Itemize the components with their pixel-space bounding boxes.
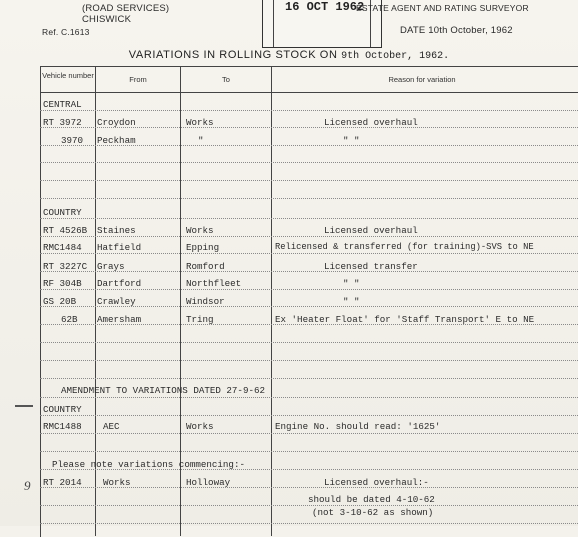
row-rule	[40, 236, 578, 237]
to-garage: Northfleet	[186, 278, 242, 289]
to-garage: Works	[186, 117, 214, 128]
row-rule	[40, 523, 578, 524]
to-garage: Works	[186, 225, 214, 236]
row-rule	[40, 289, 578, 290]
from-garage: Hatfield	[97, 242, 142, 253]
column-header-vehicle: Vehicle number	[42, 71, 94, 80]
reason-text: should be dated 4-10-62	[308, 494, 435, 505]
to-garage: Holloway	[186, 477, 231, 488]
column-header-to: To	[222, 75, 230, 84]
row-rule	[40, 415, 578, 416]
from-garage: Peckham	[97, 135, 136, 146]
row-rule	[40, 360, 578, 361]
row-rule	[40, 218, 578, 219]
reason-text: Licensed overhaul:-	[324, 477, 429, 488]
to-garage: Tring	[186, 314, 214, 325]
reason-text: Ex 'Heater Float' for 'Staff Transport' E to NE	[275, 314, 535, 325]
department-line-2: CHISWICK	[82, 14, 132, 25]
row-rule	[40, 378, 578, 379]
row-rule	[40, 505, 578, 506]
reason-text: (not 3-10-62 as shown)	[312, 507, 434, 518]
title-text: VARIATIONS IN ROLLING STOCK ON	[128, 49, 338, 61]
page-title	[0, 49, 578, 62]
vehicle-number: 3970	[61, 135, 84, 146]
header-divider	[40, 92, 578, 93]
vehicle-number: RF 304B	[43, 278, 82, 289]
reason-text: Licensed overhaul	[324, 117, 418, 128]
reason-text: Licensed transfer	[324, 261, 418, 272]
reason-text: " "	[343, 278, 360, 289]
to-garage: Epping	[186, 242, 220, 253]
department-role: ESTATE AGENT AND RATING SURVEYOR	[356, 3, 529, 13]
amendment-heading: AMENDMENT TO VARIATIONS DATED 27-9-62	[61, 385, 265, 396]
reference-number: Ref. C.1613	[42, 27, 90, 37]
vehicle-number: RT 3227C	[43, 261, 88, 272]
from-garage: AEC	[103, 421, 120, 432]
from-garage: Grays	[97, 261, 125, 272]
handwritten-margin-mark: 9	[24, 478, 31, 493]
vehicle-number: GS 20B	[43, 296, 77, 307]
row-rule	[40, 198, 578, 199]
row-rule	[40, 342, 578, 343]
row-rule	[40, 433, 578, 434]
row-rule	[40, 253, 578, 254]
reason-text: Licensed overhaul	[324, 225, 418, 236]
from-garage: Crawley	[97, 296, 136, 307]
row-rule	[40, 162, 578, 163]
margin-tick	[15, 405, 33, 407]
reason-text: " "	[343, 135, 360, 146]
vehicle-number: RT 2014	[43, 477, 82, 488]
row-rule	[40, 397, 578, 398]
from-garage: Amersham	[97, 314, 142, 325]
department-line-1: (ROAD SERVICES)	[82, 3, 170, 14]
vehicle-number: 62B	[61, 314, 78, 325]
from-garage: Dartford	[97, 278, 142, 289]
to-garage: Windsor	[186, 296, 225, 307]
column-divider	[271, 66, 272, 536]
from-garage: Staines	[97, 225, 136, 236]
row-rule	[40, 180, 578, 181]
vehicle-number: RMC1484	[43, 242, 82, 253]
section-label-country: COUNTRY	[43, 404, 82, 415]
column-header-from: From	[129, 75, 147, 84]
to-garage: Works	[186, 421, 214, 432]
from-garage: Croydon	[97, 117, 136, 128]
document-date: DATE 10th October, 1962	[400, 25, 513, 36]
reason-text: Engine No. should read: '1625'	[275, 421, 441, 432]
row-rule	[40, 110, 578, 111]
to-garage: "	[198, 135, 204, 146]
vehicle-number: RMC1488	[43, 421, 82, 432]
row-rule	[40, 451, 578, 452]
reason-text: Relicensed & transferred (for training)-SVS to NE	[275, 242, 534, 252]
vehicle-number: RT 3972	[43, 117, 82, 128]
reason-text: " "	[343, 296, 360, 307]
title-date: 9th October, 1962.	[341, 51, 450, 62]
section-label-country: COUNTRY	[43, 207, 82, 218]
notice-text: Please note variations commencing:-	[52, 459, 245, 470]
section-label-central: CENTRAL	[43, 99, 82, 110]
stamp-date: 16 OCT 1962	[285, 0, 365, 14]
from-garage: Works	[103, 477, 131, 488]
to-garage: Romford	[186, 261, 225, 272]
column-header-reason: Reason for variation	[388, 75, 456, 84]
vehicle-number: RT 4526B	[43, 225, 88, 236]
